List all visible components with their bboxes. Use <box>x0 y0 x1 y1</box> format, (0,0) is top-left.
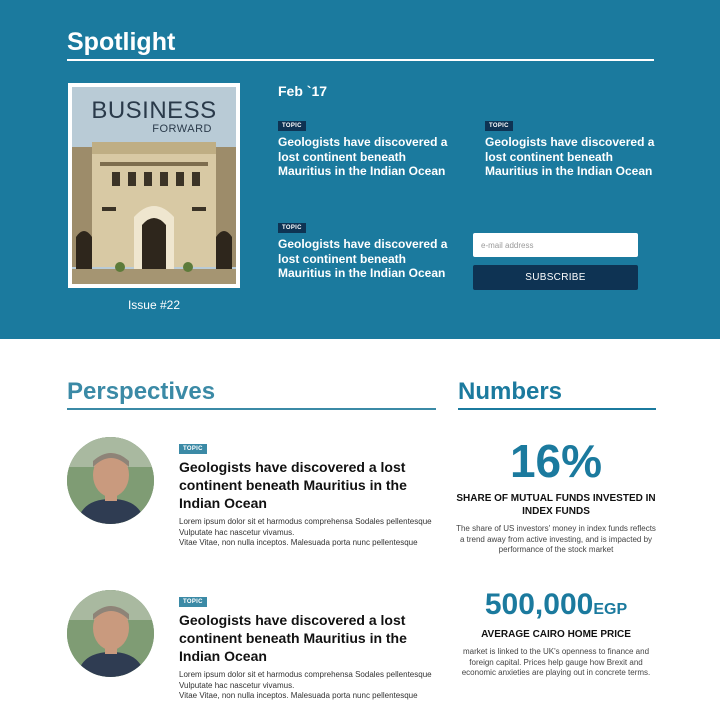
numbers-title: Numbers <box>458 378 563 405</box>
topic-badge[interactable]: TOPIC <box>485 121 513 131</box>
perspective-item <box>67 590 436 720</box>
cover-image <box>72 87 236 284</box>
magazine-cover[interactable] <box>68 83 240 288</box>
article-headline[interactable]: Geologists have discovered a lost continent beneath Mauritius in the Indian Ocean <box>278 237 448 280</box>
avatar[interactable] <box>67 437 154 524</box>
perspective-excerpt <box>179 517 441 549</box>
spotlight-article[interactable] <box>278 216 458 281</box>
spotlight-article[interactable] <box>278 114 458 179</box>
perspectives-title: Perspectives <box>67 378 216 405</box>
stat-value <box>456 590 656 620</box>
excerpt-line: Lorem ipsum dolor sit et harmodus comprehensa Sodales pellentesque Vulputate hac nascetur vivamus. <box>179 517 432 537</box>
avatar[interactable] <box>67 590 154 677</box>
excerpt-line: Lorem ipsum dolor sit et harmodus comprehensa Sodales pellentesque Vulputate hac nascetur vivamus. <box>179 670 432 690</box>
stat-number: 16% <box>509 435 603 487</box>
subscribe-button[interactable]: SUBSCRIBE <box>473 265 638 290</box>
cover-title: BUSINESS <box>91 97 217 124</box>
cover-subtitle: FORWARD <box>152 123 212 135</box>
spotlight-article[interactable] <box>485 114 665 179</box>
excerpt-line: Vitae Vitae, non nulla inceptos. Malesuada porta nunc pellentesque <box>179 538 418 547</box>
portrait-image <box>67 590 154 677</box>
spotlight-title: Spotlight <box>67 28 176 56</box>
portrait-image <box>67 437 154 524</box>
stat-block <box>456 590 656 679</box>
stat-description: market is linked to the UK's openness to finance and foreign capital. Prices help gauge how Brexit and economic anxieties are playing out in concrete terms. <box>461 647 651 677</box>
article-headline[interactable]: Geologists have discovered a lost continent beneath Mauritius in the Indian Ocean <box>485 135 655 178</box>
stat-unit: EGP <box>593 601 628 618</box>
perspective-item <box>67 437 436 567</box>
numbers-divider <box>458 408 656 410</box>
issue-label: Issue #22 <box>127 298 181 312</box>
topic-badge[interactable]: TOPIC <box>278 223 306 233</box>
stat-label: AVERAGE CAIRO HOME PRICE <box>481 629 631 640</box>
perspective-headline[interactable]: Geologists have discovered a lost continent beneath Mauritius in the Indian Ocean <box>179 459 407 511</box>
email-input[interactable] <box>473 233 638 257</box>
spotlight-divider <box>67 59 654 61</box>
spotlight-section <box>0 0 720 339</box>
issue-date: Feb `17 <box>278 83 328 99</box>
topic-badge[interactable]: TOPIC <box>179 597 207 607</box>
perspective-excerpt <box>179 670 441 702</box>
topic-badge[interactable]: TOPIC <box>179 444 207 454</box>
stat-block <box>456 435 656 556</box>
perspective-body <box>179 590 441 702</box>
topic-badge[interactable]: TOPIC <box>278 121 306 131</box>
stat-value <box>456 435 656 487</box>
stat-label: SHARE OF MUTUAL FUNDS INVESTED IN INDEX FUNDS <box>456 493 656 517</box>
stat-description: The share of US investors' money in index funds reflects a trend away from active investing, and is impacted by performance of the stock market <box>456 524 656 554</box>
perspective-headline[interactable]: Geologists have discovered a lost continent beneath Mauritius in the Indian Ocean <box>179 612 407 664</box>
stat-number: 500,000 <box>484 588 594 621</box>
perspective-body <box>179 437 441 549</box>
perspectives-divider <box>67 408 436 410</box>
excerpt-line: Vitae Vitae, non nulla inceptos. Malesuada porta nunc pellentesque <box>179 691 418 700</box>
article-headline[interactable]: Geologists have discovered a lost continent beneath Mauritius in the Indian Ocean <box>278 135 448 178</box>
